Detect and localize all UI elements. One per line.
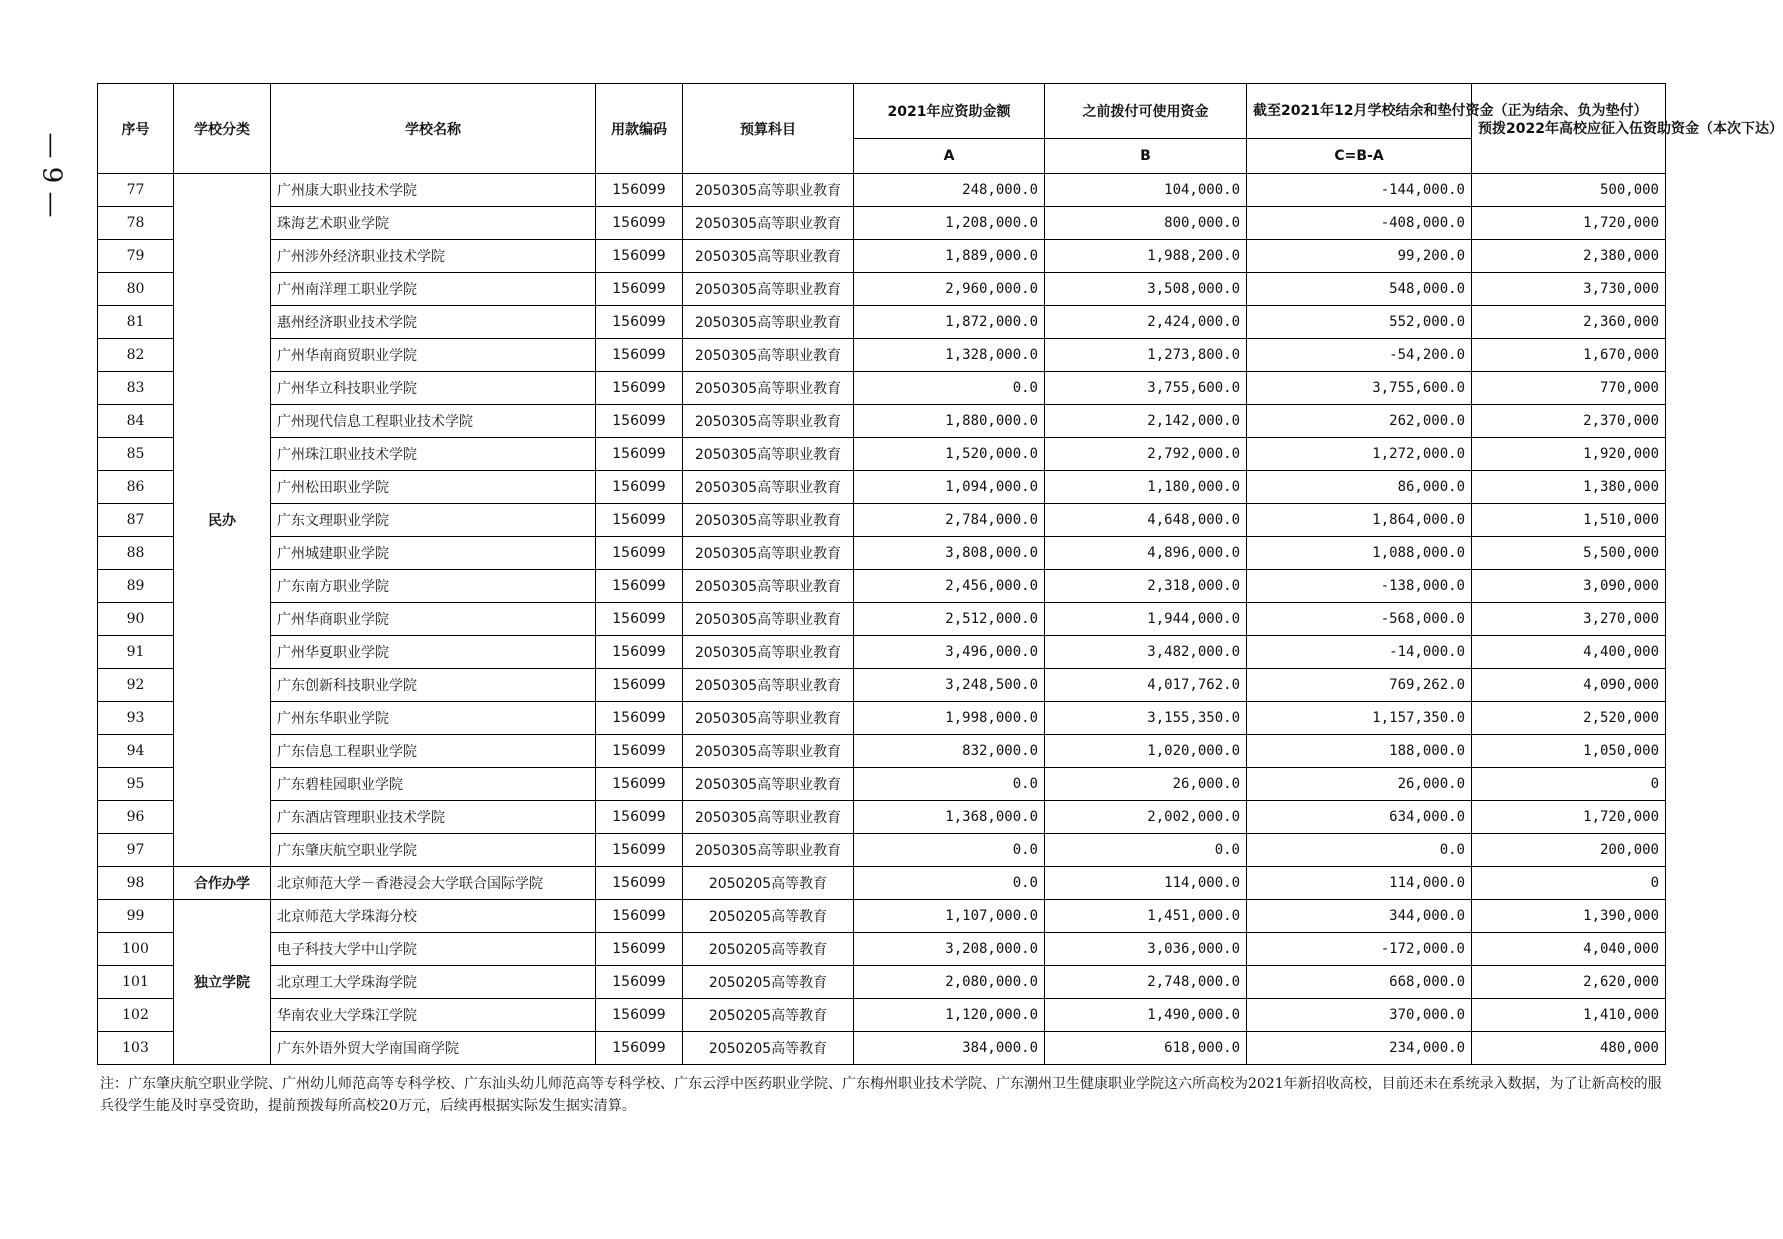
row-amount-c: -172,000.0 <box>1247 933 1472 966</box>
row-amount-a: 3,496,000.0 <box>854 636 1045 669</box>
row-amount-c: -144,000.0 <box>1247 174 1472 207</box>
row-code: 156099 <box>596 966 683 999</box>
row-seq: 90 <box>98 603 174 636</box>
row-amount-d: 3,270,000 <box>1472 603 1666 636</box>
row-code: 156099 <box>596 240 683 273</box>
row-amount-a: 1,520,000.0 <box>854 438 1045 471</box>
row-amount-b: 3,155,350.0 <box>1045 702 1247 735</box>
row-amount-d: 1,720,000 <box>1472 801 1666 834</box>
table-body <box>98 174 1666 1065</box>
table-row <box>98 966 1666 999</box>
row-amount-a: 1,368,000.0 <box>854 801 1045 834</box>
table-row <box>98 933 1666 966</box>
row-code: 156099 <box>596 207 683 240</box>
row-school-name: 广州华夏职业学院 <box>271 636 596 669</box>
table-row <box>98 438 1666 471</box>
footnote: 注：广东肇庆航空职业学院、广州幼儿师范高等专科学校、广东汕头幼儿师范高等专科学校、广东云浮中医药职业学院、广东梅州职业技术学院、广东潮州卫生健康职业学院这六所高校为2021年新招收高校，目前还未在系统录入数据，为了让新高校的服兵役学生能及时享受资助，提前预拨每所高校20万元，后续再根据实际发生据实清算。 <box>100 1076 1662 1114</box>
row-school-name: 惠州经济职业技术学院 <box>271 306 596 339</box>
header-a-letter: A <box>854 139 1045 174</box>
row-amount-d: 2,380,000 <box>1472 240 1666 273</box>
row-school-name: 广东碧桂园职业学院 <box>271 768 596 801</box>
row-amount-a: 2,456,000.0 <box>854 570 1045 603</box>
row-amount-b: 26,000.0 <box>1045 768 1247 801</box>
row-amount-b: 4,896,000.0 <box>1045 537 1247 570</box>
row-school-name: 广州华商职业学院 <box>271 603 596 636</box>
row-amount-a: 1,998,000.0 <box>854 702 1045 735</box>
row-school-name: 电子科技大学中山学院 <box>271 933 596 966</box>
row-amount-b: 2,318,000.0 <box>1045 570 1247 603</box>
row-amount-b: 4,648,000.0 <box>1045 504 1247 537</box>
row-school-name: 广州珠江职业技术学院 <box>271 438 596 471</box>
table-header <box>98 84 1783 174</box>
row-amount-d: 5,500,000 <box>1472 537 1666 570</box>
row-amount-b: 2,424,000.0 <box>1045 306 1247 339</box>
table-row <box>98 702 1666 735</box>
row-code: 156099 <box>596 306 683 339</box>
row-amount-c: 3,755,600.0 <box>1247 372 1472 405</box>
row-school-name: 广东外语外贸大学南国商学院 <box>271 1032 596 1065</box>
row-school-name: 广东肇庆航空职业学院 <box>271 834 596 867</box>
row-seq: 91 <box>98 636 174 669</box>
header-col-b: 之前拨付可使用资金 <box>1045 84 1247 139</box>
row-code: 156099 <box>596 999 683 1032</box>
row-seq: 88 <box>98 537 174 570</box>
row-amount-c: -138,000.0 <box>1247 570 1472 603</box>
row-amount-b: 1,020,000.0 <box>1045 735 1247 768</box>
row-subject: 2050305高等职业教育 <box>683 372 854 405</box>
row-seq: 81 <box>98 306 174 339</box>
row-amount-c: 86,000.0 <box>1247 471 1472 504</box>
row-school-name: 广州松田职业学院 <box>271 471 596 504</box>
header-category: 学校分类 <box>174 84 271 174</box>
row-subject: 2050305高等职业教育 <box>683 174 854 207</box>
header-col-a: 2021年应资助金额 <box>854 84 1045 139</box>
row-amount-a: 1,208,000.0 <box>854 207 1045 240</box>
row-subject: 2050305高等职业教育 <box>683 801 854 834</box>
row-school-name: 广东文理职业学院 <box>271 504 596 537</box>
row-seq: 95 <box>98 768 174 801</box>
header-b-letter: B <box>1045 139 1247 174</box>
row-amount-d: 2,520,000 <box>1472 702 1666 735</box>
row-amount-b: 3,036,000.0 <box>1045 933 1247 966</box>
row-amount-d: 1,050,000 <box>1472 735 1666 768</box>
table-row <box>98 1032 1666 1065</box>
row-code: 156099 <box>596 372 683 405</box>
row-amount-a: 1,328,000.0 <box>854 339 1045 372</box>
row-category: 合作办学 <box>174 867 271 900</box>
row-amount-b: 1,988,200.0 <box>1045 240 1247 273</box>
row-amount-a: 1,872,000.0 <box>854 306 1045 339</box>
header-col-c: 截至2021年12月学校结余和垫付资金（正为结余、负为垫付） <box>1247 84 1472 139</box>
row-amount-b: 1,180,000.0 <box>1045 471 1247 504</box>
row-amount-c: 634,000.0 <box>1247 801 1472 834</box>
row-amount-c: 1,864,000.0 <box>1247 504 1472 537</box>
header-col-d: 预拨2022年高校应征入伍资助资金（本次下达） <box>1472 84 1666 174</box>
row-amount-b: 104,000.0 <box>1045 174 1247 207</box>
table-row <box>98 306 1666 339</box>
row-school-name: 广东信息工程职业学院 <box>271 735 596 768</box>
row-amount-d: 4,400,000 <box>1472 636 1666 669</box>
row-code: 156099 <box>596 603 683 636</box>
row-amount-c: 344,000.0 <box>1247 900 1472 933</box>
row-amount-b: 2,792,000.0 <box>1045 438 1247 471</box>
row-school-name: 广东南方职业学院 <box>271 570 596 603</box>
row-amount-a: 2,960,000.0 <box>854 273 1045 306</box>
row-seq: 86 <box>98 471 174 504</box>
row-amount-a: 0.0 <box>854 867 1045 900</box>
row-school-name: 广州现代信息工程职业技术学院 <box>271 405 596 438</box>
row-amount-a: 1,120,000.0 <box>854 999 1045 1032</box>
row-amount-d: 200,000 <box>1472 834 1666 867</box>
row-seq: 83 <box>98 372 174 405</box>
row-amount-a: 1,889,000.0 <box>854 240 1045 273</box>
row-seq: 87 <box>98 504 174 537</box>
row-amount-c: 262,000.0 <box>1247 405 1472 438</box>
row-amount-d: 0 <box>1472 768 1666 801</box>
row-code: 156099 <box>596 174 683 207</box>
row-subject: 2050205高等教育 <box>683 966 854 999</box>
row-amount-c: 1,088,000.0 <box>1247 537 1472 570</box>
row-amount-b: 1,273,800.0 <box>1045 339 1247 372</box>
row-amount-d: 770,000 <box>1472 372 1666 405</box>
row-school-name: 北京理工大学珠海学院 <box>271 966 596 999</box>
row-subject: 2050305高等职业教育 <box>683 834 854 867</box>
row-code: 156099 <box>596 504 683 537</box>
row-subject: 2050205高等教育 <box>683 867 854 900</box>
row-amount-a: 1,107,000.0 <box>854 900 1045 933</box>
row-amount-a: 2,512,000.0 <box>854 603 1045 636</box>
table-row <box>98 999 1666 1032</box>
table-row <box>98 834 1666 867</box>
page-number <box>22 132 82 218</box>
table-row <box>98 504 1666 537</box>
row-amount-a: 3,248,500.0 <box>854 669 1045 702</box>
row-code: 156099 <box>596 801 683 834</box>
row-amount-b: 2,142,000.0 <box>1045 405 1247 438</box>
row-category: 民办 <box>174 174 271 867</box>
row-amount-c: 26,000.0 <box>1247 768 1472 801</box>
row-school-name: 广州南洋理工职业学院 <box>271 273 596 306</box>
row-seq: 92 <box>98 669 174 702</box>
row-amount-c: -408,000.0 <box>1247 207 1472 240</box>
row-amount-a: 0.0 <box>854 768 1045 801</box>
row-amount-b: 618,000.0 <box>1045 1032 1247 1065</box>
row-school-name: 广州华南商贸职业学院 <box>271 339 596 372</box>
row-amount-b: 3,755,600.0 <box>1045 372 1247 405</box>
funding-table <box>97 83 1783 1065</box>
table-row <box>98 768 1666 801</box>
row-amount-d: 500,000 <box>1472 174 1666 207</box>
row-amount-d: 4,090,000 <box>1472 669 1666 702</box>
row-seq: 82 <box>98 339 174 372</box>
row-amount-b: 4,017,762.0 <box>1045 669 1247 702</box>
row-code: 156099 <box>596 405 683 438</box>
row-amount-c: 552,000.0 <box>1247 306 1472 339</box>
row-code: 156099 <box>596 438 683 471</box>
table-row <box>98 273 1666 306</box>
row-amount-b: 3,482,000.0 <box>1045 636 1247 669</box>
table-row <box>98 240 1666 273</box>
row-seq: 100 <box>98 933 174 966</box>
row-code: 156099 <box>596 867 683 900</box>
row-code: 156099 <box>596 273 683 306</box>
row-amount-d: 1,380,000 <box>1472 471 1666 504</box>
row-amount-d: 480,000 <box>1472 1032 1666 1065</box>
row-amount-b: 800,000.0 <box>1045 207 1247 240</box>
row-subject: 2050305高等职业教育 <box>683 207 854 240</box>
row-seq: 96 <box>98 801 174 834</box>
table-row <box>98 669 1666 702</box>
row-school-name: 北京师范大学珠海分校 <box>271 900 596 933</box>
row-amount-a: 3,208,000.0 <box>854 933 1045 966</box>
row-seq: 79 <box>98 240 174 273</box>
row-seq: 101 <box>98 966 174 999</box>
row-code: 156099 <box>596 570 683 603</box>
row-amount-d: 4,040,000 <box>1472 933 1666 966</box>
row-school-name: 华南农业大学珠江学院 <box>271 999 596 1032</box>
row-subject: 2050205高等教育 <box>683 1032 854 1065</box>
header-subject: 预算科目 <box>683 84 854 174</box>
row-amount-c: 1,272,000.0 <box>1247 438 1472 471</box>
row-amount-d: 1,390,000 <box>1472 900 1666 933</box>
row-amount-c: 99,200.0 <box>1247 240 1472 273</box>
row-code: 156099 <box>596 768 683 801</box>
row-amount-a: 2,784,000.0 <box>854 504 1045 537</box>
row-amount-a: 2,080,000.0 <box>854 966 1045 999</box>
row-amount-b: 3,508,000.0 <box>1045 273 1247 306</box>
table-row <box>98 537 1666 570</box>
row-school-name: 广东创新科技职业学院 <box>271 669 596 702</box>
row-subject: 2050305高等职业教育 <box>683 471 854 504</box>
row-school-name: 珠海艺术职业学院 <box>271 207 596 240</box>
table-row <box>98 372 1666 405</box>
row-code: 156099 <box>596 339 683 372</box>
row-amount-a: 0.0 <box>854 372 1045 405</box>
row-category: 独立学院 <box>174 900 271 1065</box>
row-subject: 2050305高等职业教育 <box>683 636 854 669</box>
row-subject: 2050305高等职业教育 <box>683 702 854 735</box>
table-row <box>98 735 1666 768</box>
row-amount-b: 1,490,000.0 <box>1045 999 1247 1032</box>
row-school-name: 广州康大职业技术学院 <box>271 174 596 207</box>
row-amount-d: 1,920,000 <box>1472 438 1666 471</box>
row-code: 156099 <box>596 471 683 504</box>
row-seq: 85 <box>98 438 174 471</box>
table-row <box>98 471 1666 504</box>
row-amount-c: -568,000.0 <box>1247 603 1472 636</box>
row-seq: 102 <box>98 999 174 1032</box>
row-code: 156099 <box>596 669 683 702</box>
row-amount-d: 1,510,000 <box>1472 504 1666 537</box>
row-code: 156099 <box>596 900 683 933</box>
row-seq: 103 <box>98 1032 174 1065</box>
row-subject: 2050305高等职业教育 <box>683 537 854 570</box>
row-subject: 2050305高等职业教育 <box>683 669 854 702</box>
row-school-name: 北京师范大学－香港浸会大学联合国际学院 <box>271 867 596 900</box>
row-amount-c: 114,000.0 <box>1247 867 1472 900</box>
row-code: 156099 <box>596 834 683 867</box>
row-amount-b: 0.0 <box>1045 834 1247 867</box>
table-row <box>98 405 1666 438</box>
row-amount-b: 2,002,000.0 <box>1045 801 1247 834</box>
row-subject: 2050305高等职业教育 <box>683 570 854 603</box>
table-row <box>98 174 1666 207</box>
row-amount-b: 114,000.0 <box>1045 867 1247 900</box>
row-amount-a: 1,880,000.0 <box>854 405 1045 438</box>
row-amount-d: 0 <box>1472 867 1666 900</box>
row-school-name: 广州华立科技职业学院 <box>271 372 596 405</box>
row-subject: 2050305高等职业教育 <box>683 735 854 768</box>
row-seq: 78 <box>98 207 174 240</box>
row-amount-c: -54,200.0 <box>1247 339 1472 372</box>
row-school-name: 广州城建职业学院 <box>271 537 596 570</box>
row-amount-c: 370,000.0 <box>1247 999 1472 1032</box>
table-row <box>98 603 1666 636</box>
row-amount-c: 1,157,350.0 <box>1247 702 1472 735</box>
row-amount-c: 668,000.0 <box>1247 966 1472 999</box>
row-amount-d: 2,370,000 <box>1472 405 1666 438</box>
table-row <box>98 339 1666 372</box>
row-code: 156099 <box>596 537 683 570</box>
header-school-name: 学校名称 <box>271 84 596 174</box>
row-subject: 2050305高等职业教育 <box>683 438 854 471</box>
row-amount-b: 2,748,000.0 <box>1045 966 1247 999</box>
row-seq: 97 <box>98 834 174 867</box>
row-amount-c: 769,262.0 <box>1247 669 1472 702</box>
row-amount-d: 2,360,000 <box>1472 306 1666 339</box>
row-amount-a: 832,000.0 <box>854 735 1045 768</box>
row-school-name: 广东酒店管理职业技术学院 <box>271 801 596 834</box>
table-row <box>98 867 1666 900</box>
row-amount-d: 2,620,000 <box>1472 966 1666 999</box>
header-code: 用款编码 <box>596 84 683 174</box>
row-amount-d: 1,410,000 <box>1472 999 1666 1032</box>
row-school-name: 广州涉外经济职业技术学院 <box>271 240 596 273</box>
header-seq: 序号 <box>98 84 174 174</box>
row-amount-c: 234,000.0 <box>1247 1032 1472 1065</box>
row-code: 156099 <box>596 1032 683 1065</box>
row-amount-c: 188,000.0 <box>1247 735 1472 768</box>
row-amount-d: 1,670,000 <box>1472 339 1666 372</box>
row-subject: 2050305高等职业教育 <box>683 405 854 438</box>
row-seq: 77 <box>98 174 174 207</box>
row-code: 156099 <box>596 636 683 669</box>
row-amount-a: 384,000.0 <box>854 1032 1045 1065</box>
row-seq: 94 <box>98 735 174 768</box>
row-subject: 2050305高等职业教育 <box>683 768 854 801</box>
table-row <box>98 570 1666 603</box>
header-c-formula: C=B-A <box>1247 139 1472 174</box>
row-amount-d: 3,090,000 <box>1472 570 1666 603</box>
row-subject: 2050305高等职业教育 <box>683 273 854 306</box>
row-amount-a: 1,094,000.0 <box>854 471 1045 504</box>
row-seq: 93 <box>98 702 174 735</box>
row-seq: 89 <box>98 570 174 603</box>
row-amount-d: 1,720,000 <box>1472 207 1666 240</box>
row-seq: 99 <box>98 900 174 933</box>
row-code: 156099 <box>596 702 683 735</box>
table-row <box>98 636 1666 669</box>
table-row <box>98 207 1666 240</box>
row-amount-a: 248,000.0 <box>854 174 1045 207</box>
row-amount-c: 0.0 <box>1247 834 1472 867</box>
row-seq: 84 <box>98 405 174 438</box>
row-amount-a: 3,808,000.0 <box>854 537 1045 570</box>
row-subject: 2050205高等教育 <box>683 999 854 1032</box>
row-amount-d: 3,730,000 <box>1472 273 1666 306</box>
table-row <box>98 900 1666 933</box>
row-subject: 2050305高等职业教育 <box>683 504 854 537</box>
row-subject: 2050305高等职业教育 <box>683 603 854 636</box>
row-code: 156099 <box>596 933 683 966</box>
row-subject: 2050205高等教育 <box>683 900 854 933</box>
row-code: 156099 <box>596 735 683 768</box>
row-amount-b: 1,944,000.0 <box>1045 603 1247 636</box>
row-subject: 2050205高等教育 <box>683 933 854 966</box>
row-subject: 2050305高等职业教育 <box>683 240 854 273</box>
row-subject: 2050305高等职业教育 <box>683 306 854 339</box>
page-number-text: — 9 — <box>37 132 68 218</box>
row-amount-c: 548,000.0 <box>1247 273 1472 306</box>
row-seq: 98 <box>98 867 174 900</box>
row-subject: 2050305高等职业教育 <box>683 339 854 372</box>
row-amount-a: 0.0 <box>854 834 1045 867</box>
row-school-name: 广州东华职业学院 <box>271 702 596 735</box>
row-amount-b: 1,451,000.0 <box>1045 900 1247 933</box>
row-amount-c: -14,000.0 <box>1247 636 1472 669</box>
table-row <box>98 801 1666 834</box>
row-seq: 80 <box>98 273 174 306</box>
